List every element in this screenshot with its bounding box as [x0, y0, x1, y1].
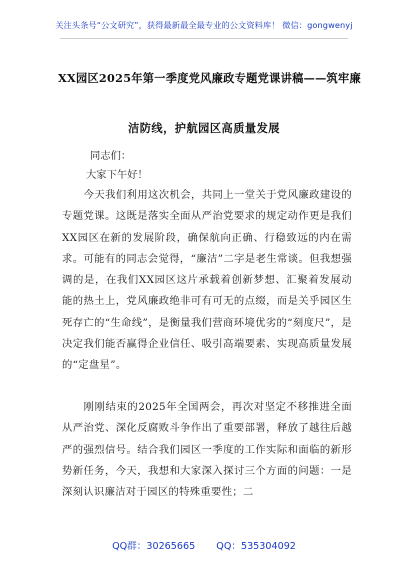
body-paragraph-2: 刚刚结束的2025年全国两会，再次对坚定不移推进全面从严治党、深化反腐败斗争作出了重要部署，释放了越往后越严的强烈信号。结合我们园区一季度的工作实际和面临的新形势新任务，今天，我想和大家深入探讨三个方面的问题：一是深刻认识廉洁对于园区的特殊重要性；二 [62, 401, 352, 499]
greeting: 大家下午好！ [86, 169, 148, 181]
footer-contact [0, 538, 408, 552]
header-banner: 关注头条号“公文研究”，获得最新最全最专业的公文资料库！ 微信：gongwenyj [55, 20, 353, 30]
document-title-line-2: 洁防线，护航园区高质量发展 [128, 121, 280, 135]
footer-qq-number: QQ：535304092 [216, 541, 296, 552]
body-paragraph-1: 今天我们利用这次机会，共同上一堂关于党风廉政建设的专题党课。这既是落实全面从严治党要求的规定动作更是我们XX园区在新的发展阶段，确保航向正确、行稳致远的内在需求。可能有的同志会觉得，“廉洁”二字是老生常谈。但我想强调的是，在我们XX园区这片承载着创新梦想、汇聚着发展动能的热土上，党风廉政绝非可有可无的点缀，而是关乎园区生死存亡的“生命线”，是衡量我们营商环境优劣的“刻度尺”，是决定我们能否赢得企业信任、吸引高端要素、实现高质量发展的“定盘星”。 [62, 189, 352, 372]
document-title-line-1: XX园区2025年第一季度党风廉政专题党课讲稿——筑牢廉 [58, 71, 362, 85]
header-divider [60, 38, 348, 39]
footer-qq-group: QQ群：30265665 [112, 541, 196, 552]
salutation: 同志们： [90, 150, 132, 162]
